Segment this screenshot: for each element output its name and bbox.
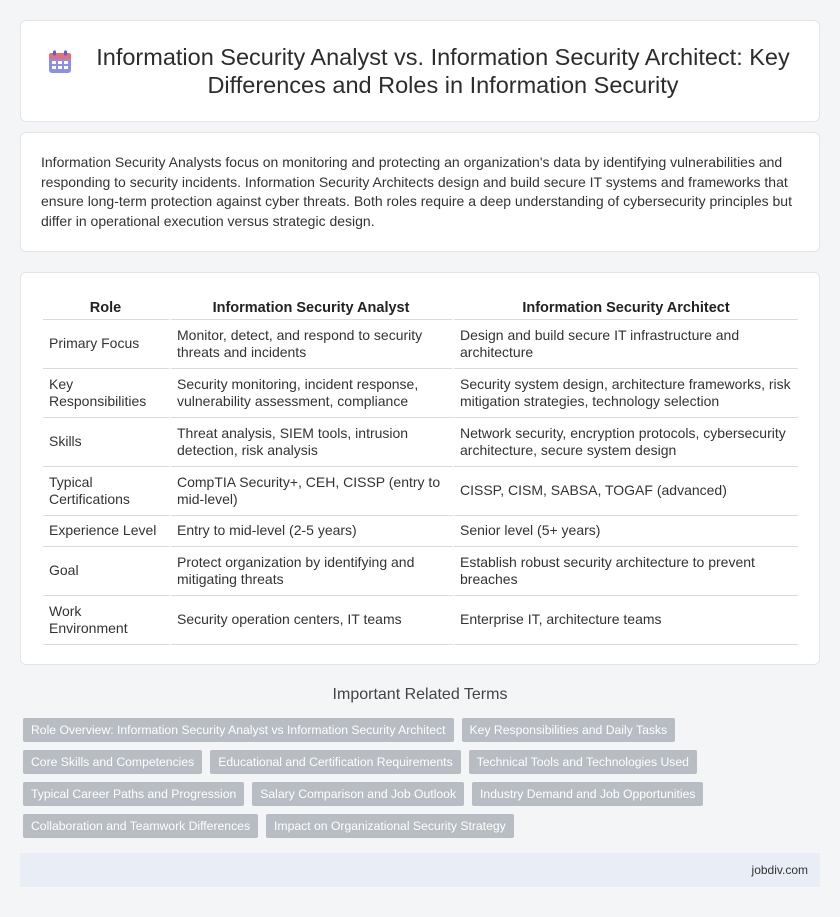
comparison-table: [43, 293, 798, 645]
related-term-tag[interactable]: Technical Tools and Technologies Used: [469, 750, 697, 774]
architect-cell: CISSP, CISM, SABSA, TOGAF (advanced): [454, 467, 798, 516]
table-row: [43, 467, 798, 516]
table-row: [43, 516, 798, 547]
related-term-tag[interactable]: Collaboration and Teamwork Differences: [23, 814, 258, 838]
row-label: Primary Focus: [43, 320, 171, 369]
row-label: Typical Certifications: [43, 467, 171, 516]
related-term-tag[interactable]: Salary Comparison and Job Outlook: [252, 782, 464, 806]
column-header-architect: Information Security Architect: [454, 293, 798, 320]
table-row: [43, 418, 798, 467]
table-row: [43, 547, 798, 596]
related-term-tag[interactable]: Impact on Organizational Security Strategy: [266, 814, 514, 838]
comparison-card: [20, 272, 820, 665]
related-terms-tags: [23, 718, 823, 846]
footer: [20, 853, 820, 887]
architect-cell: Establish robust security architecture to prevent breaches: [454, 547, 798, 596]
architect-cell: Security system design, architecture frameworks, risk mitigation strategies, technology selection: [454, 369, 798, 418]
row-label: Goal: [43, 547, 171, 596]
column-header-role: Role: [43, 293, 171, 320]
architect-cell: Enterprise IT, architecture teams: [454, 596, 798, 645]
analyst-cell: Security monitoring, incident response, vulnerability assessment, compliance: [171, 369, 454, 418]
table-row: [43, 596, 798, 645]
table-row: [43, 369, 798, 418]
intro-card: [20, 132, 820, 252]
row-label: Skills: [43, 418, 171, 467]
page-title: Information Security Analyst vs. Information Security Architect: Key Differences and Roles in Information Security: [96, 44, 790, 98]
tag-row: [23, 814, 823, 838]
tag-row: [23, 718, 823, 742]
title-wrap: [47, 43, 793, 99]
analyst-cell: Security operation centers, IT teams: [171, 596, 454, 645]
related-term-tag[interactable]: Core Skills and Competencies: [23, 750, 202, 774]
architect-cell: Design and build secure IT infrastructure and architecture: [454, 320, 798, 369]
related-term-tag[interactable]: Educational and Certification Requirements: [210, 750, 460, 774]
architect-cell: Network security, encryption protocols, cybersecurity architecture, secure system design: [454, 418, 798, 467]
footer-site-link[interactable]: jobdiv.com: [751, 863, 808, 877]
architect-cell: Senior level (5+ years): [454, 516, 798, 547]
row-label: Experience Level: [43, 516, 171, 547]
column-header-analyst: Information Security Analyst: [171, 293, 454, 320]
title-card: [20, 20, 820, 122]
analyst-cell: Monitor, detect, and respond to security threats and incidents: [171, 320, 454, 369]
calendar-icon: [47, 49, 73, 75]
related-term-tag[interactable]: Industry Demand and Job Opportunities: [472, 782, 703, 806]
related-term-tag[interactable]: Role Overview: Information Security Analyst vs Information Security Architect: [23, 718, 454, 742]
analyst-cell: CompTIA Security+, CEH, CISSP (entry to mid-level): [171, 467, 454, 516]
tag-row: [23, 782, 823, 806]
table-header-row: [43, 293, 798, 320]
intro-text: Information Security Analysts focus on monitoring and protecting an organization's data by identifying vulnerabilities and responding to security incidents. Information Security Architects design and build secure IT systems and frameworks that ensure long-term protection against cyber threats. Both roles require a deep understanding of cybersecurity principles but differ in operational execution versus strategic design.: [41, 154, 792, 229]
analyst-cell: Entry to mid-level (2-5 years): [171, 516, 454, 547]
row-label: Key Responsibilities: [43, 369, 171, 418]
related-terms-title: Important Related Terms: [332, 686, 508, 703]
row-label: Work Environment: [43, 596, 171, 645]
analyst-cell: Protect organization by identifying and mitigating threats: [171, 547, 454, 596]
analyst-cell: Threat analysis, SIEM tools, intrusion detection, risk analysis: [171, 418, 454, 467]
tag-row: [23, 750, 823, 774]
related-term-tag[interactable]: Key Responsibilities and Daily Tasks: [462, 718, 676, 742]
table-row: [43, 320, 798, 369]
related-term-tag[interactable]: Typical Career Paths and Progression: [23, 782, 244, 806]
